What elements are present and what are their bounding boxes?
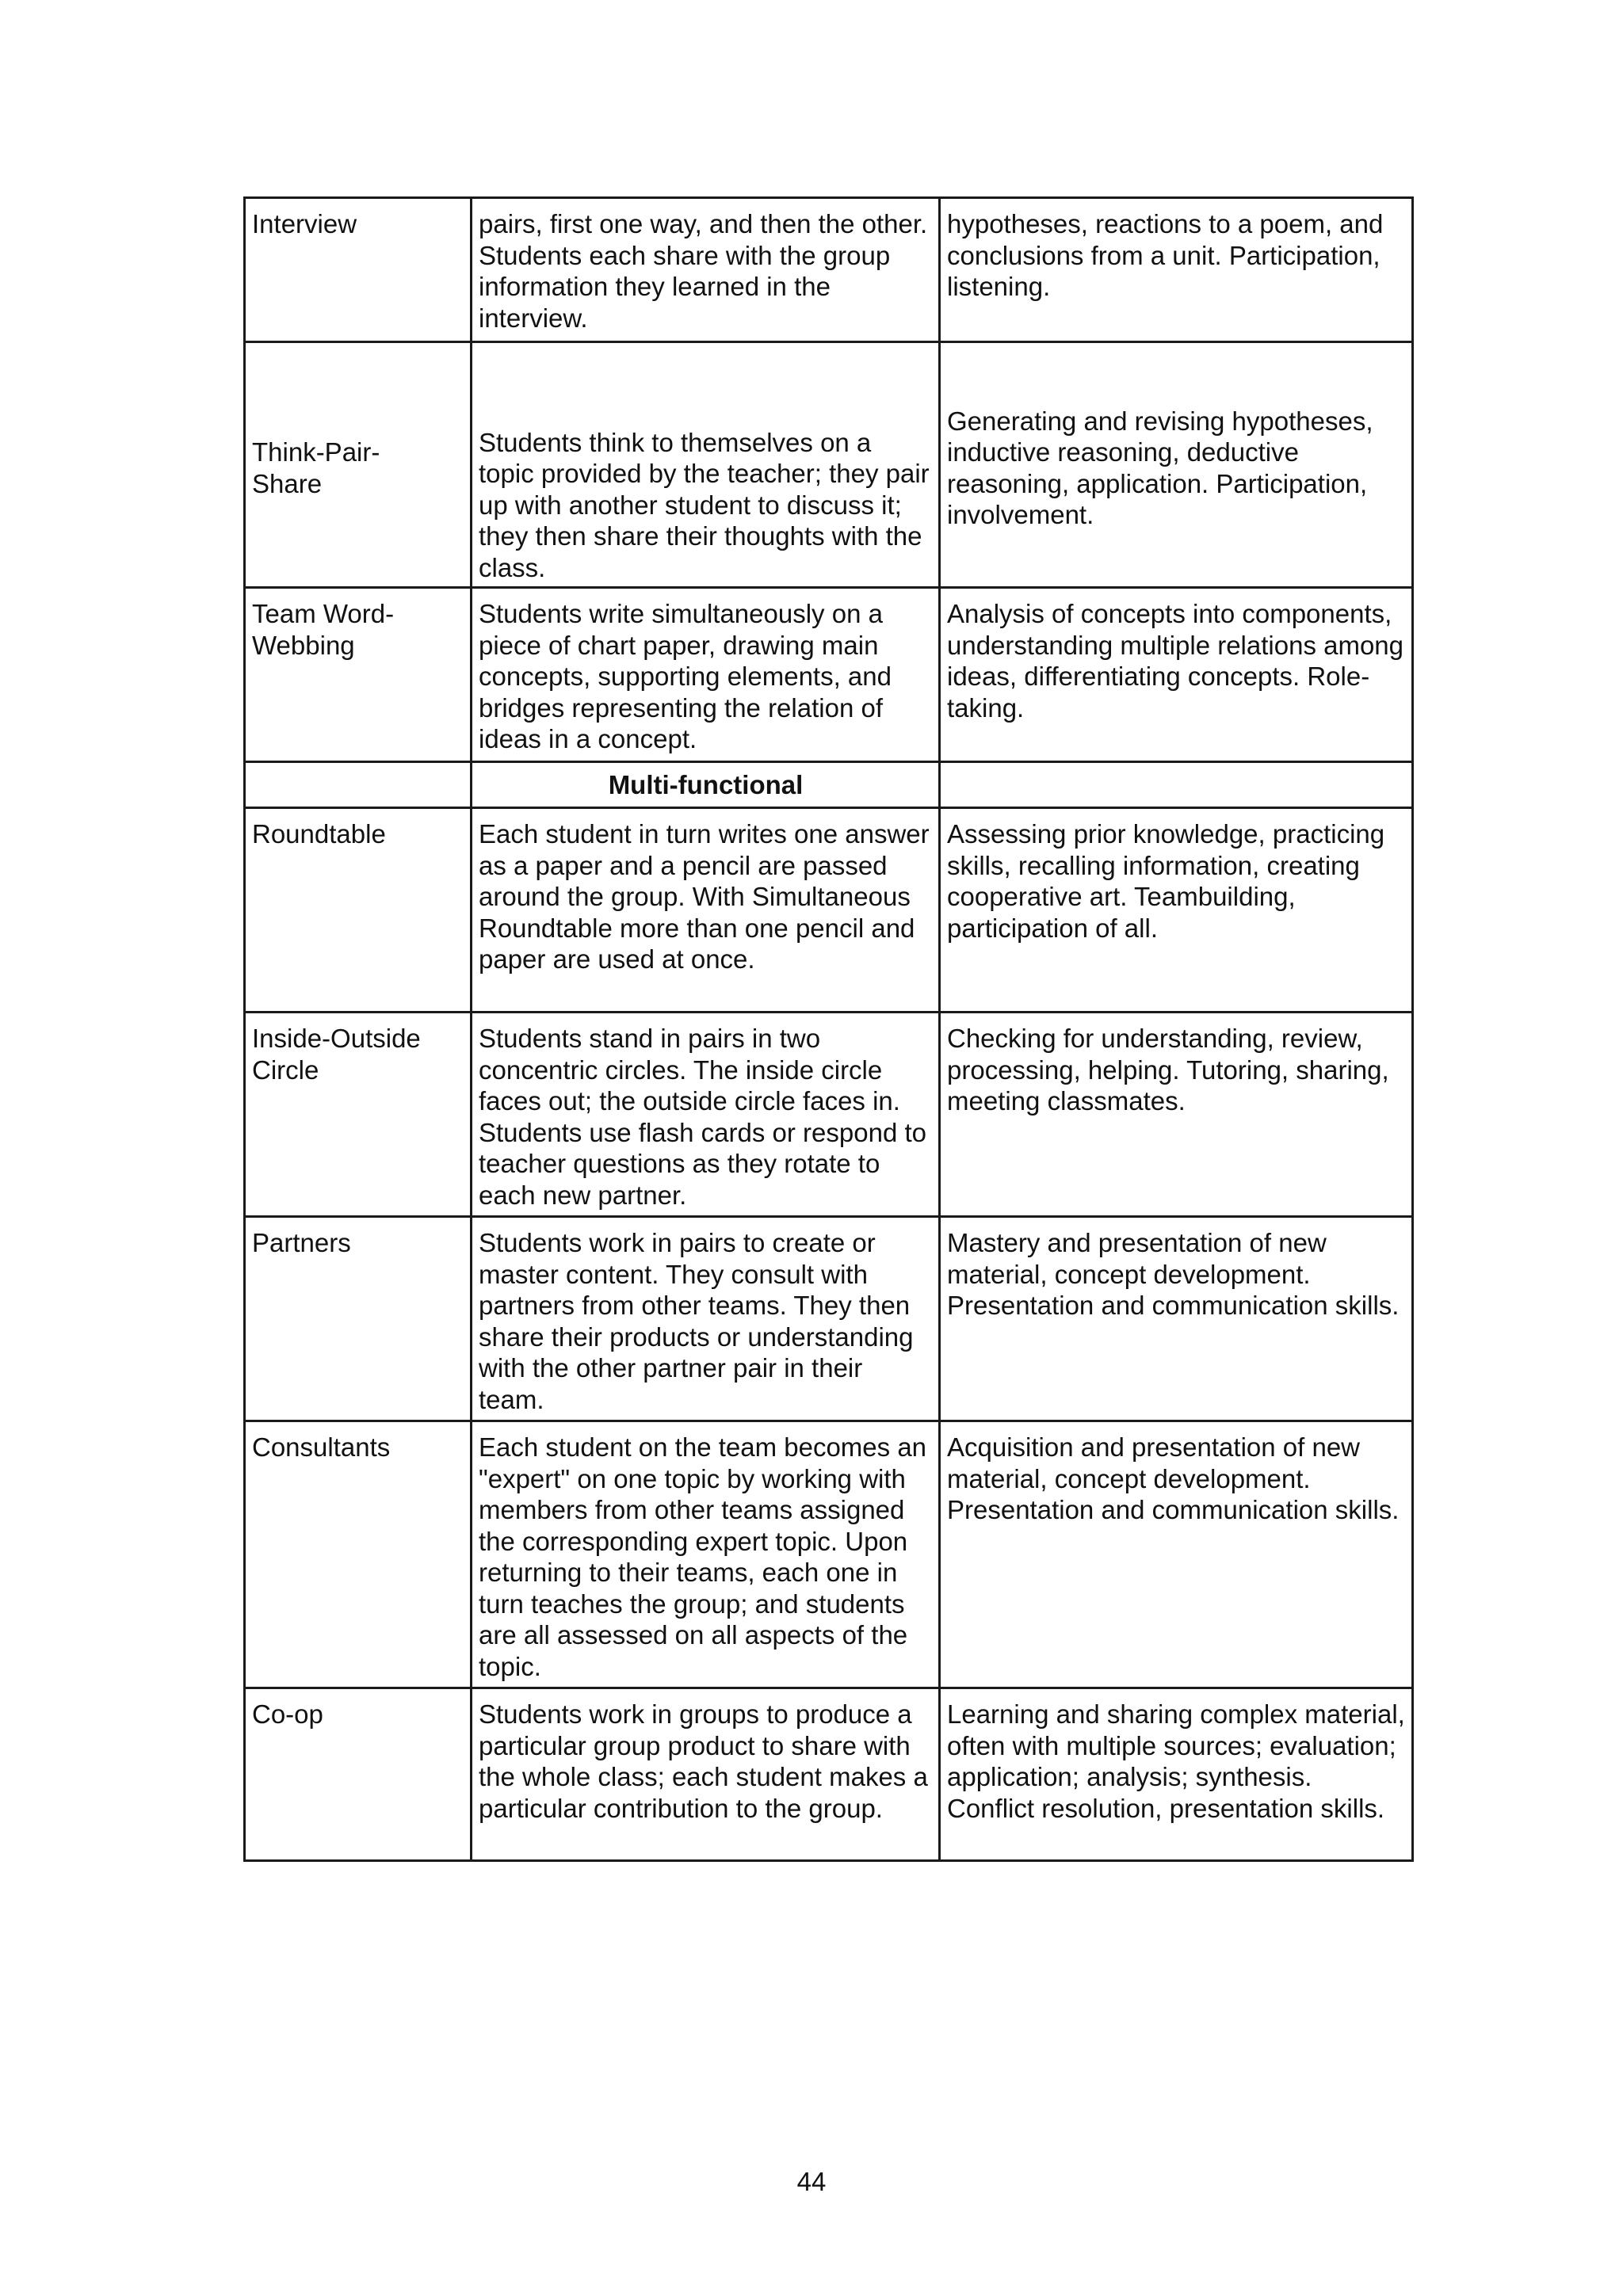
description-cell: Each student on the team becomes an "expert" on one topic by working with members from other teams assigned the corresponding expert topic. Upon returning to their teams, each one in turn teaches the group; and students are all assessed on all aspects of the topic. [472,1421,940,1688]
description-cell: Each student in turn writes one answer as a paper and a pencil are passed around the group. With Simultaneous Roundtable more than one pencil and paper are used at once. [472,808,940,1013]
description-cell: Students stand in pairs in two concentric circles. The inside circle faces out; the outside circle faces in. Students use flash cards or respond to teacher questions as they rotate to each new partner. [472,1013,940,1217]
table-row [245,342,1413,588]
section-empty-cell [940,762,1413,808]
table-row [245,588,1413,762]
functions-cell: Generating and revising hypotheses, inductive reasoning, deductive reasoning, application. Participation, involvement. [940,342,1413,588]
functions-cell: Learning and sharing complex material, often with multiple sources; evaluation; application; analysis; synthesis. Conflict resolution, presentation skills. [940,1688,1413,1861]
structure-cell: Interview [245,198,472,342]
page-number: 44 [796,2167,827,2196]
functions-cell: hypotheses, reactions to a poem, and conclusions from a unit. Participation, listening. [940,198,1413,342]
table-row [245,198,1413,342]
table-row [245,808,1413,1013]
structure-cell: Inside-Outside Circle [245,1013,472,1217]
description-cell: Students work in pairs to create or master content. They consult with partners from other teams. They then share their products or understanding with the other partner pair in their team. [472,1217,940,1421]
functions-cell: Analysis of concepts into components, understanding multiple relations among ideas, differentiating concepts. Role-taking. [940,588,1413,762]
table-row [245,1421,1413,1688]
functions-cell: Acquisition and presentation of new material, concept development. Presentation and communication skills. [940,1421,1413,1688]
description-cell: pairs, first one way, and then the other. Students each share with the group information they learned in the interview. [472,198,940,342]
description-cell: Students work in groups to produce a particular group product to share with the whole class; each student makes a particular contribution to the group. [472,1688,940,1861]
structure-cell: Think-Pair-Share [245,342,472,588]
section-empty-cell [245,762,472,808]
description-cell: Students think to themselves on a topic provided by the teacher; they pair up with another student to discuss it; they then share their thoughts with the class. [472,342,940,588]
description-cell: Students write simultaneously on a piece of chart paper, drawing main concepts, supporting elements, and bridges representing the relation of ideas in a concept. [472,588,940,762]
structure-cell: Consultants [245,1421,472,1688]
strategy-table [243,196,1414,1862]
structure-cell: Partners [245,1217,472,1421]
functions-cell: Assessing prior knowledge, practicing skills, recalling information, creating cooperative art. Teambuilding, participation of all. [940,808,1413,1013]
functions-cell: Checking for understanding, review, processing, helping. Tutoring, sharing, meeting classmates. [940,1013,1413,1217]
table-row [245,1217,1413,1421]
functions-cell: Mastery and presentation of new material, concept development. Presentation and communication skills. [940,1217,1413,1421]
structure-cell: Co-op [245,1688,472,1861]
structure-cell: Team Word-Webbing [245,588,472,762]
table-row [245,1013,1413,1217]
structure-cell: Roundtable [245,808,472,1013]
table-row [245,1688,1413,1861]
section-heading: Multi-functional [472,762,940,808]
section-row [245,762,1413,808]
